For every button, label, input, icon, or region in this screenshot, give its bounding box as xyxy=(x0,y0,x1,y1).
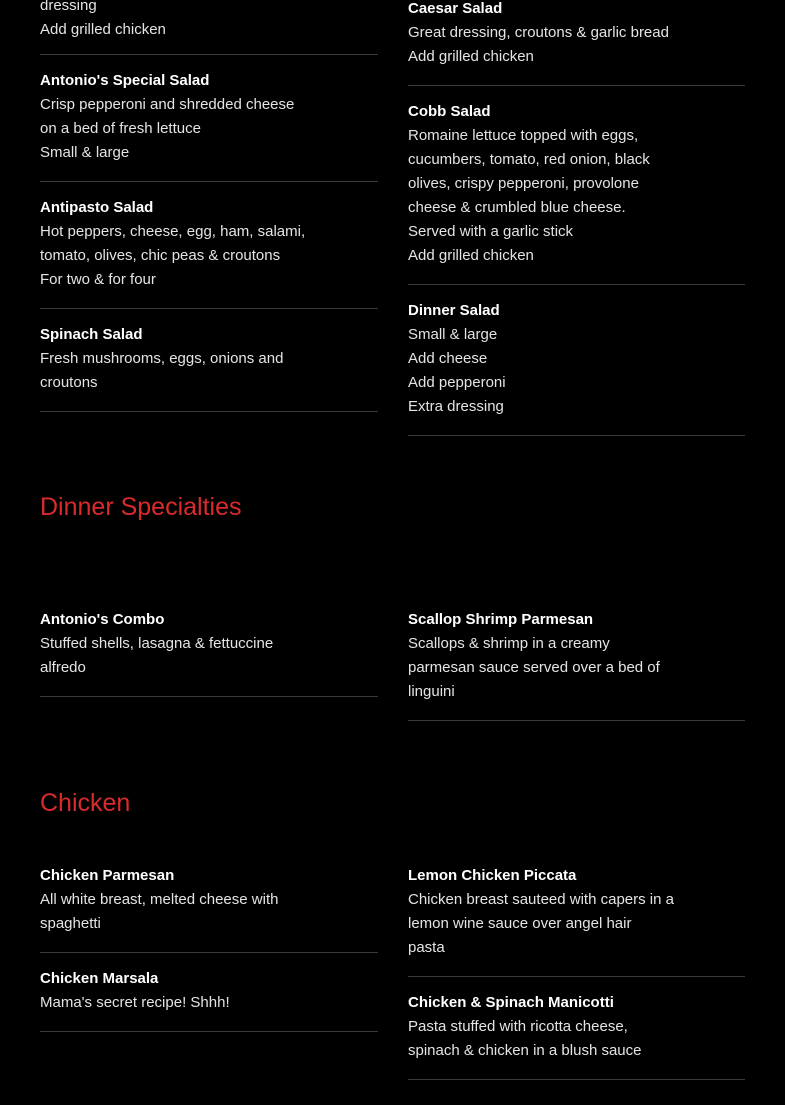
section-heading-dinner-specialties: Dinner Specialties xyxy=(40,493,242,521)
item-description-line: All white breast, melted cheese with xyxy=(40,891,279,908)
item-description-line: tomato, olives, chic peas & croutons xyxy=(40,247,281,264)
menu-item xyxy=(40,323,378,412)
menu-item xyxy=(40,967,378,1032)
item-description-line: Pasta stuffed with ricotta cheese, xyxy=(408,1018,628,1035)
item-description-line: Add cheese xyxy=(408,350,488,367)
item-description-line: spinach & chicken in a blush sauce xyxy=(408,1042,642,1059)
item-description-line: Stuffed shells, lasagna & fettuccine xyxy=(40,635,274,652)
item-description-line: Romaine lettuce topped with eggs, xyxy=(408,127,639,144)
item-description-line: Chicken breast sauteed with capers in a xyxy=(408,891,674,908)
item-title: Caesar Salad xyxy=(408,0,503,17)
item-description-line: Hot peppers, cheese, egg, ham, salami, xyxy=(40,223,306,240)
menu-item xyxy=(408,0,745,86)
item-description-line: For two & for four xyxy=(40,271,156,288)
menu-item xyxy=(408,608,745,721)
menu-item xyxy=(40,864,378,953)
menu-item xyxy=(40,196,378,309)
item-description-line: croutons xyxy=(40,374,98,391)
item-title: Chicken Marsala xyxy=(40,970,159,987)
item-description-line: Crisp pepperoni and shredded cheese xyxy=(40,96,295,113)
item-title: Antonio's Special Salad xyxy=(40,72,210,89)
item-title: Antipasto Salad xyxy=(40,199,154,216)
item-description-line: Fresh mushrooms, eggs, onions and xyxy=(40,350,284,367)
menu-item xyxy=(408,991,745,1080)
item-title: Chicken & Spinach Manicotti xyxy=(408,994,614,1011)
item-description-line: spaghetti xyxy=(40,915,101,932)
item-title: Antonio's Combo xyxy=(40,611,165,628)
item-description-line: dressing xyxy=(40,0,97,14)
menu-item xyxy=(408,299,745,436)
menu-item xyxy=(408,100,745,285)
item-description-line: Scallops & shrimp in a creamy xyxy=(408,635,610,652)
item-description-line: Add grilled chicken xyxy=(408,247,534,264)
item-title: Cobb Salad xyxy=(408,103,491,120)
item-description-line: on a bed of fresh lettuce xyxy=(40,120,201,137)
item-description-line: cucumbers, tomato, red onion, black xyxy=(408,151,650,168)
item-description-line: cheese & crumbled blue cheese. xyxy=(408,199,626,216)
menu-item xyxy=(40,69,378,182)
item-description-line: Mama's secret recipe! Shhh! xyxy=(40,994,230,1011)
item-description-line: linguini xyxy=(408,683,455,700)
section-heading-chicken: Chicken xyxy=(40,789,131,817)
item-title: Lemon Chicken Piccata xyxy=(408,867,577,884)
item-description-line: pasta xyxy=(408,939,445,956)
item-title: Scallop Shrimp Parmesan xyxy=(408,611,594,628)
item-description-line: Served with a garlic stick xyxy=(408,223,574,240)
item-description-line: Add pepperoni xyxy=(408,374,506,391)
item-title: Chicken Parmesan xyxy=(40,867,175,884)
menu-item xyxy=(40,608,378,697)
item-description-line: Add grilled chicken xyxy=(408,48,534,65)
item-description-line: Small & large xyxy=(408,326,498,343)
item-description-line: Small & large xyxy=(40,144,130,161)
item-description-line: Great dressing, croutons & garlic bread xyxy=(408,24,669,41)
item-description-line: lemon wine sauce over angel hair xyxy=(408,915,632,932)
item-description-line: alfredo xyxy=(40,659,86,676)
menu-item xyxy=(408,864,745,977)
item-title: Spinach Salad xyxy=(40,326,143,343)
menu-item-partial xyxy=(40,0,378,55)
item-title: Dinner Salad xyxy=(408,302,500,319)
item-description-line: parmesan sauce served over a bed of xyxy=(408,659,660,676)
item-description-line: Extra dressing xyxy=(408,398,504,415)
item-description-line: olives, crispy pepperoni, provolone xyxy=(408,175,639,192)
item-description-line: Add grilled chicken xyxy=(40,21,166,38)
